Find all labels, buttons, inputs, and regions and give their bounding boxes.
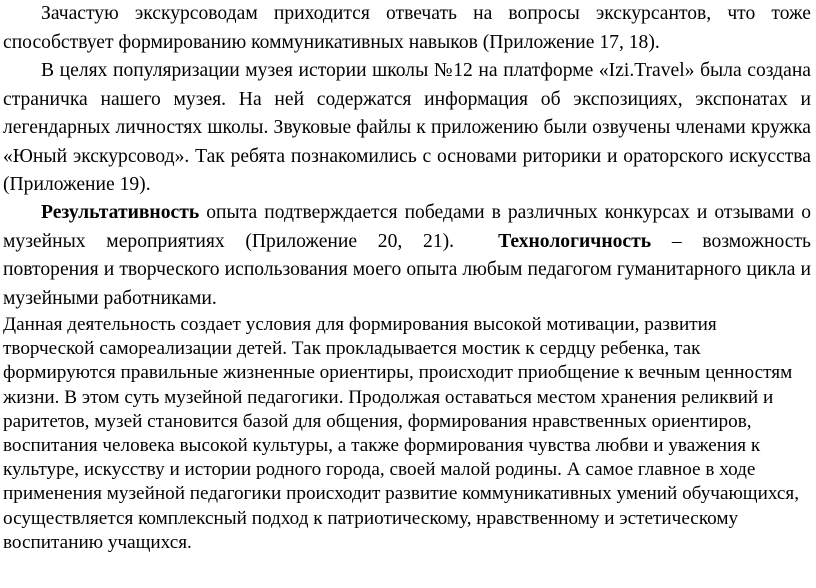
term-technological: Технологичность bbox=[498, 230, 652, 252]
paragraph-izi-travel: В целях популяризации музея истории школы №12 на платформе «Izi.Travel» была создана страничка нашего музея. На ней содержатся информация об экспозициях, экспонатах и легендарных личностях школы. Звуковые файлы к приложению были озвучены членами кружка «Юный экскурсовод». Так ребята познакомились с основами риторики и ораторского искусства (Приложение 19). bbox=[3, 60, 811, 195]
paragraph-museum-pedagogy: Данная деятельность создает условия для формирования высокой мотивации, развития творческой самореализации детей. Так прокладывается мостик к сердцу ребенка, так формируются правильные жизненные ориентиры, происходит приобщение к вечным ценностям жизни. В этом суть музейной педагогики. Продолжая оставаться местом хранения реликвий и раритетов, музей становится базой для общения, формирования нравственных ориентиров, воспитания человека высокой культуры, а также формирования чувства любви и уважения к культуре, искусству и истории родного города, своей малой родины. А самое главное в ходе применения музейной педагогики происходит развитие коммуникативных умений обучающихся, осуществляется комплексный подход к патриотическому, нравственному и эстетическому воспитанию учащихся. bbox=[3, 314, 800, 553]
effectiveness-text: опыта подтверждается победами в различных конкурсах и отзывами о музейных мероприятиях (Приложение 20, 21). bbox=[3, 202, 811, 252]
paragraph-effectiveness bbox=[3, 199, 811, 313]
paragraph-excursion-guides: Зачастую экскурсоводам приходится отвечать на вопросы экскурсантов, что тоже способствует формированию коммуникативных навыков (Приложение 17, 18). bbox=[3, 3, 811, 53]
term-effectiveness: Результативность bbox=[41, 202, 200, 223]
technological-text: – возможность повторения и творческого использования моего опыта любым педагогом гуманитарного цикла и музейными работниками. bbox=[3, 230, 811, 309]
